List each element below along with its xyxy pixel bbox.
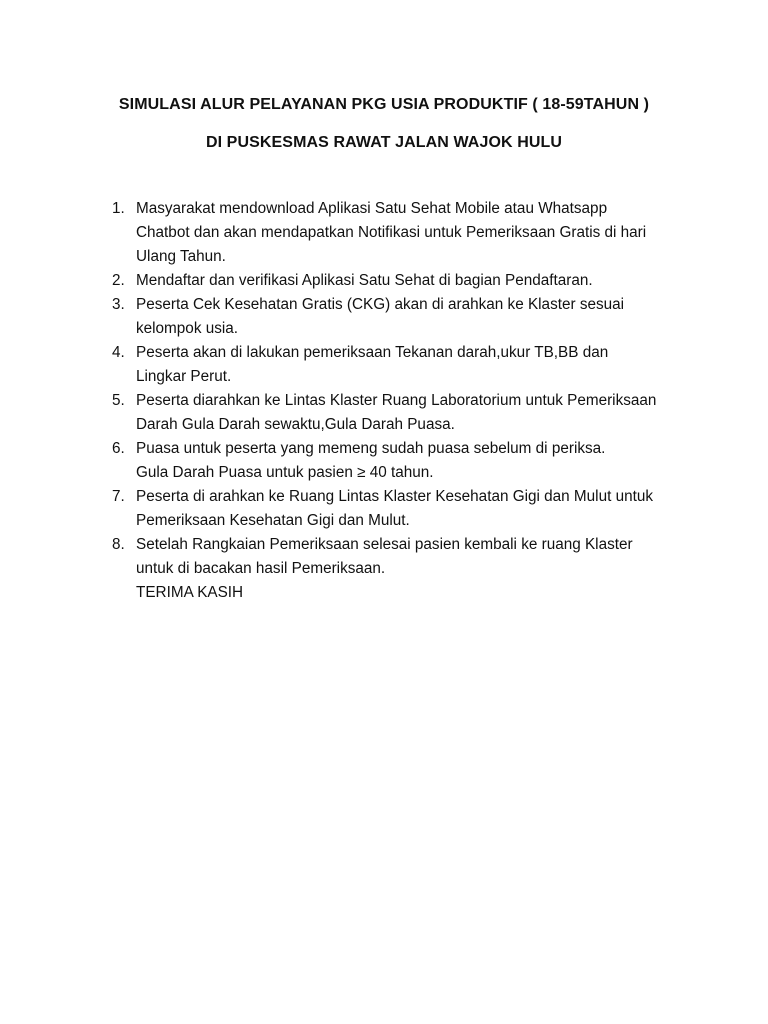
- list-item-text-line: Mendaftar dan verifikasi Aplikasi Satu Sehat di bagian Pendaftaran.: [136, 272, 593, 289]
- document-title-line-1: SIMULASI ALUR PELAYANAN PKG USIA PRODUKTIF ( 18-59TAHUN ): [118, 96, 650, 113]
- list-item-text-line: Masyarakat mendownload Aplikasi Satu Sehat Mobile atau Whatsapp: [136, 200, 608, 217]
- list-item-text-line: Peserta diarahkan ke Lintas Klaster Ruang Laboratorium untuk Pemeriksaan: [136, 392, 657, 409]
- list-item-text-line: Pemeriksaan Kesehatan Gigi dan Mulut.: [136, 512, 410, 529]
- list-item-text-line: Darah Gula Darah sewaktu,Gula Darah Puasa.: [136, 416, 455, 433]
- list-item-text-line: Peserta di arahkan ke Ruang Lintas Klaster Kesehatan Gigi dan Mulut untuk: [136, 488, 654, 505]
- list-item-number: 2.: [112, 272, 125, 289]
- list-item-number: 5.: [112, 392, 125, 409]
- list-item-number: 3.: [112, 296, 125, 313]
- list-item: [96, 293, 686, 341]
- list-item: [96, 269, 686, 293]
- steps-list: [96, 197, 686, 605]
- list-item-text-line: Puasa untuk peserta yang memeng sudah puasa sebelum di periksa.: [136, 440, 606, 457]
- list-item-text-line: Peserta akan di lakukan pemeriksaan Tekanan darah,ukur TB,BB dan: [136, 344, 609, 361]
- list-item-number: 4.: [112, 344, 125, 361]
- list-item: [96, 197, 686, 269]
- list-item-number: 1.: [112, 200, 125, 217]
- list-item-text-line: kelompok usia.: [136, 320, 239, 337]
- closing-text: TERIMA KASIH: [136, 584, 244, 601]
- list-item: [96, 533, 686, 581]
- document-title-line-2: DI PUSKESMAS RAWAT JALAN WAJOK HULU: [205, 134, 563, 151]
- list-item-number: 7.: [112, 488, 125, 505]
- list-item-text-line: untuk di bacakan hasil Pemeriksaan.: [136, 560, 386, 577]
- list-item-number: 6.: [112, 440, 125, 457]
- list-item-text-line: Peserta Cek Kesehatan Gratis (CKG) akan di arahkan ke Klaster sesuai: [136, 296, 625, 313]
- list-item-number: 8.: [112, 536, 125, 553]
- list-item: [96, 485, 686, 533]
- list-item-text-line: Gula Darah Puasa untuk pasien ≥ 40 tahun.: [136, 464, 434, 481]
- list-item-text-line: Setelah Rangkaian Pemeriksaan selesai pasien kembali ke ruang Klaster: [136, 536, 633, 553]
- list-item-text-line: Ulang Tahun.: [136, 248, 226, 265]
- list-item: [96, 437, 686, 485]
- list-item: [96, 341, 686, 389]
- list-item-text-line: Chatbot dan akan mendapatkan Notifikasi untuk Pemeriksaan Gratis di hari: [136, 224, 647, 241]
- list-item-text-line: Lingkar Perut.: [136, 368, 232, 385]
- list-item: [96, 389, 686, 437]
